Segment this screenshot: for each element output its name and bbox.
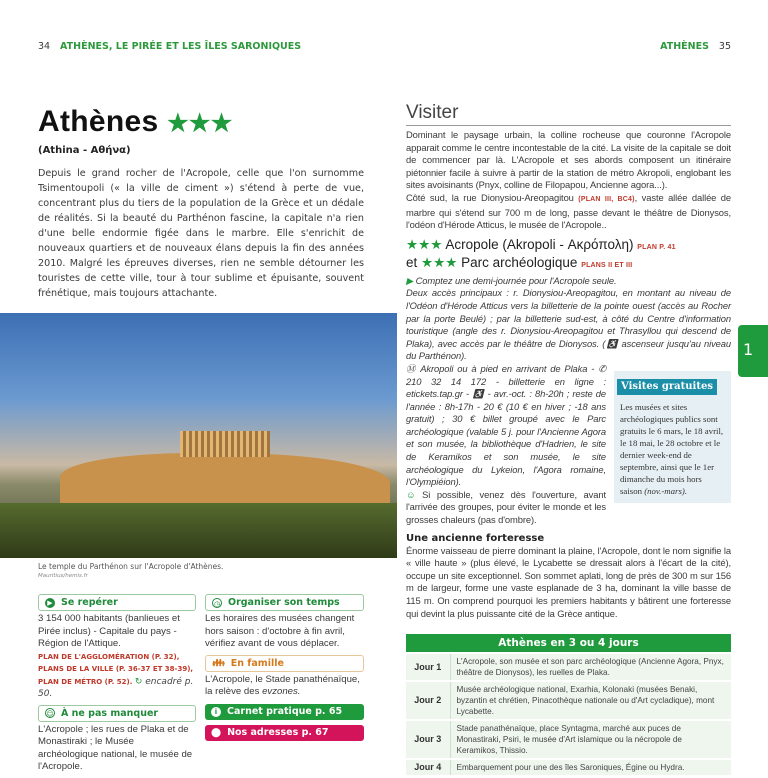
day-label: Jour 2: [406, 681, 450, 720]
parc-title: Parc archéologique: [461, 254, 578, 270]
duree-text: Comptez une demi-journée pour l'Acropole seule.: [415, 274, 617, 286]
box-title: Visites gratuites: [617, 379, 717, 395]
day-text: Stade panathénaïque, place Syntagma, marché aux puces de Monastiraki, Psiri, le musée d'Art islamique ou la nécropole de Keramikos, Thissio.: [450, 720, 731, 759]
box-text: L'Acropole ; les rues de Plaka et de Monastiraki ; le Musée archéologique national, le musée de l'Acropole.: [38, 723, 193, 772]
day-label: Jour 4: [406, 759, 450, 775]
acropole-plan-ref: PLAN P. 41: [637, 243, 676, 251]
page-header-right: [406, 40, 731, 54]
box-header: [205, 655, 364, 672]
day-label: Jour 3: [406, 720, 450, 759]
itinerary-table: [406, 634, 731, 775]
forteresse-text: Énorme vaisseau de pierre dominant la plaine, l'Acropole, dont le nom signifie la « ville haute » (plus élevé, le Lycabette se dressait alors à l'écart de la cité), occupe un site exceptionnel. Son sommet aplati, long de près de 300 m sur 156 m de largeur, forme une vaste esplanade de 3 ha, dominant la ville basse de 115 m. On comprend pourquoi les premiers habitants y bâtirent une forteresse qui devint la plus puissante cité de la Grèce antique.: [406, 544, 731, 619]
day-text: L'Acropole, son musée et son parc archéologique (Ancienne Agora, Pnyx, théâtre de Dionysos), les ruelles de Plaka.: [450, 653, 731, 681]
acropole-heading: [406, 237, 731, 273]
info-boxes-right: [205, 594, 364, 778]
parthenon-photo: [0, 313, 397, 558]
acropole-line: [406, 237, 731, 255]
box-refs: [38, 651, 196, 701]
et-word: et: [406, 254, 418, 270]
metro-icon: Ⓜ: [406, 362, 417, 374]
box-title: Organiser son temps: [228, 597, 340, 608]
subtitle: (Athina - Αθήνα): [38, 145, 131, 156]
smiley-icon: ☺: [46, 710, 54, 718]
box-organiser: [205, 594, 364, 651]
p2-text: Côté sud, la rue Dionysiou-Areopagitou: [406, 191, 579, 203]
page-number-left: 34: [38, 41, 51, 52]
acces-text: Deux accès principaux : r. Dionysiou-Areopagitou, en montant au niveau de l'Odéon d'Hérode Atticus vers la billetterie de la pointe ouest (accès au Rocher par la porte Beulé) ; par la billetterie sud-est, à côté du Centre d'information touristique (angle des r. Dionysiou-Areopagitou et Thrasyllou qui descend de Plaka), avec accès par le théâtre de Dionysos. (♿ ascenseur jusqu'au niveau du Parthénon).: [406, 287, 731, 362]
table-row: [406, 681, 731, 720]
family-icon: 👪︎: [212, 657, 225, 669]
table-row: [406, 759, 731, 775]
page-header-left: [38, 40, 364, 54]
play-icon: ▶: [45, 598, 55, 608]
table-row: [406, 720, 731, 759]
day-label: Jour 1: [406, 653, 450, 681]
table-row: [406, 653, 731, 681]
acropole-title: Acropole (Akropoli - Ακρόπολη): [445, 236, 634, 252]
day-text: Musée archéologique national, Exarhia, Kolonaki (musées Benaki, byzantin et chrétien, Pinacothèque nationale ou d'Art cycladique), mont Lycabette.: [450, 681, 731, 720]
info-icon: i: [211, 707, 221, 717]
box-header: [38, 594, 196, 611]
gratuites-text-italic: (nov.-mars).: [644, 485, 688, 496]
box-header: [38, 705, 196, 722]
itinerary-grid: [406, 652, 731, 775]
box-title: À ne pas manquer: [61, 707, 159, 719]
conseil-text: Si possible, venez dès l'ouverture, avant l'arrivée des groupes, pour éviter le monde et les grosses chaleurs (pas d'ombre).: [406, 488, 606, 526]
page-number-right: 35: [718, 41, 731, 52]
encadre-text: encadré p. 50.: [38, 676, 194, 699]
forteresse-heading: Une ancienne forteresse: [406, 532, 545, 544]
carnet-label: Carnet pratique p. 65: [227, 706, 343, 717]
parc-plan-ref: PLANS II ET III: [581, 261, 633, 269]
day-text: Embarquement pour une des îles Saroniques, Égine ou Hydra.: [450, 759, 731, 775]
box-title: En famille: [230, 657, 284, 669]
duree: [406, 275, 731, 288]
section-title: ATHÈNES: [660, 41, 709, 52]
info-boxes: [38, 594, 364, 778]
location-pin-icon: ⬤: [211, 727, 222, 738]
parc-stars: ★★★: [421, 254, 458, 270]
visiter-text: [406, 129, 731, 232]
photo-credit: Mauritius/hemis.fr: [38, 573, 88, 579]
title-name: Athènes: [38, 105, 159, 138]
smiley-icon: ☺: [406, 488, 416, 500]
page-title: [38, 104, 364, 142]
star-rating: ★★★: [167, 110, 233, 137]
see-icon: ↻: [134, 676, 143, 687]
adresses-label: Nos adresses p. 67: [227, 727, 329, 738]
carnet-pratique-link[interactable]: [205, 704, 364, 720]
box-a-ne-pas-manquer: [38, 705, 196, 774]
visiter-heading: Visiter: [406, 102, 459, 123]
box-title: Se repérer: [61, 597, 118, 608]
famille-text: L'Acropole, le Stade panathénaïque, la relève des: [205, 673, 360, 697]
intro-paragraph: Depuis le grand rocher de l'Acropole, celle que l'on surnomme Tsimentoupoli (« la ville de ciment ») s'étend à perte de vue, concentrant plus du tiers de la population de la Grèce et un dédale de réalités. Si la beauté du Parthénon fascine, la capitale n'a rien d'une belle endormie figée dans le marbre. Elle s'enrichit de nouveaux quartiers et de nouveaux élans depuis la fin des années 2010. Malgré les épreuves diverses, rien ne semble détourner les touristes de cette ville, tour à tour sublime et épuisante, souvent frénétique, mais toujours attachante.: [38, 168, 364, 299]
gratuites-text: Les musées et sites archéologiques publics sont gratuits le 6 mars, le 18 avril, le 18 mai, le 28 octobre et le dernier week-end de septembre, ainsi que le 1er dimanche du mois hors saison: [620, 401, 724, 496]
clock-icon: ◷: [213, 599, 221, 608]
info-boxes-left: [38, 594, 196, 778]
box-text: [205, 674, 364, 699]
play-icon: ▶: [406, 274, 414, 286]
chapter-tab[interactable]: 1: [738, 325, 768, 377]
famille-text-italic: evzones.: [262, 686, 301, 697]
box-header: [205, 594, 364, 611]
right-column: [406, 40, 731, 775]
parc-line: [406, 255, 731, 273]
acces-block: [406, 275, 731, 363]
photo-caption: Le temple du Parthénon sur l'Acropole d'Athènes.: [38, 562, 224, 571]
heading-rule: [406, 125, 731, 126]
box-text: Les horaires des musées changent hors saison : d'octobre à fin avril, vérifiez avant de vous déplacer.: [205, 613, 355, 649]
box-text: 3 154 000 habitants (banlieues et Pirée inclus) - Capitale du pays - Région de l'Attique.: [38, 613, 180, 649]
infos-text: Akropoli ou à pied en arrivant de Plaka - ✆ 210 32 14 172 - billetterie en ligne : etickets.tap.gr - ♿ - avr.-oct. : 8h-20h ; reste de l'année : 8h-17h - 20 € (10 € en hiver ; -18 ans gratuit) ; 30 € billet groupé avec le Parc archéologique (valable 5 j. pour l'Ancienne Agora et son musée, la bibliothèque d'Hadrien, le site de Keramikos et son musée, le site archéologique du Lykeion, l'Agora romaine, l'Olympiéion).: [406, 362, 606, 488]
trees-shape: [0, 503, 397, 558]
box-en-famille: [205, 655, 364, 699]
plan-ref: (PLAN III, BC4): [578, 195, 635, 203]
map-references: PLAN DE L'AGGLOMÉRATION (P. 32), PLANS DE LA VILLE (P. 36-37 ET 38-39), PLAN DE MÉTRO (P. 52).: [38, 652, 194, 686]
nos-adresses-link[interactable]: [205, 725, 364, 741]
acropole-stars: ★★★: [406, 236, 443, 252]
visiter-paragraph-2: [406, 192, 731, 232]
box-text: [620, 401, 725, 497]
left-column: [38, 40, 364, 778]
box-se-reperer: [38, 594, 196, 701]
itinerary-title: Athènes en 3 ou 4 jours: [406, 634, 731, 652]
infos-with-sidebar: [406, 363, 731, 527]
chapter-title: ATHÈNES, LE PIRÉE ET LES ÎLES SARONIQUES: [60, 41, 302, 52]
p2-text-end: , vaste allée dallée de marbre qui s'étend sur 700 m de long, passe devant le théâtre de Dionysos, l'odéon d'Hérode Atticus, le musée de l'Acropole..: [406, 191, 732, 231]
visiter-paragraph-1: Dominant le paysage urbain, la colline rocheuse que couronne l'Acropole apparait comme le centre incontestable de la cité. La visite de la capitale se doit de commencer par là. L'Acropole et ses abords composent un itinéraire piétonnier facile à suivre à partir de la station de métro Akropoli, englobant les sites avoisinants (Pnyx, colline de Filopapou, Ancienne agora...).: [406, 129, 731, 191]
visites-gratuites-box: [614, 371, 731, 503]
parthenon-shape: [180, 431, 270, 457]
